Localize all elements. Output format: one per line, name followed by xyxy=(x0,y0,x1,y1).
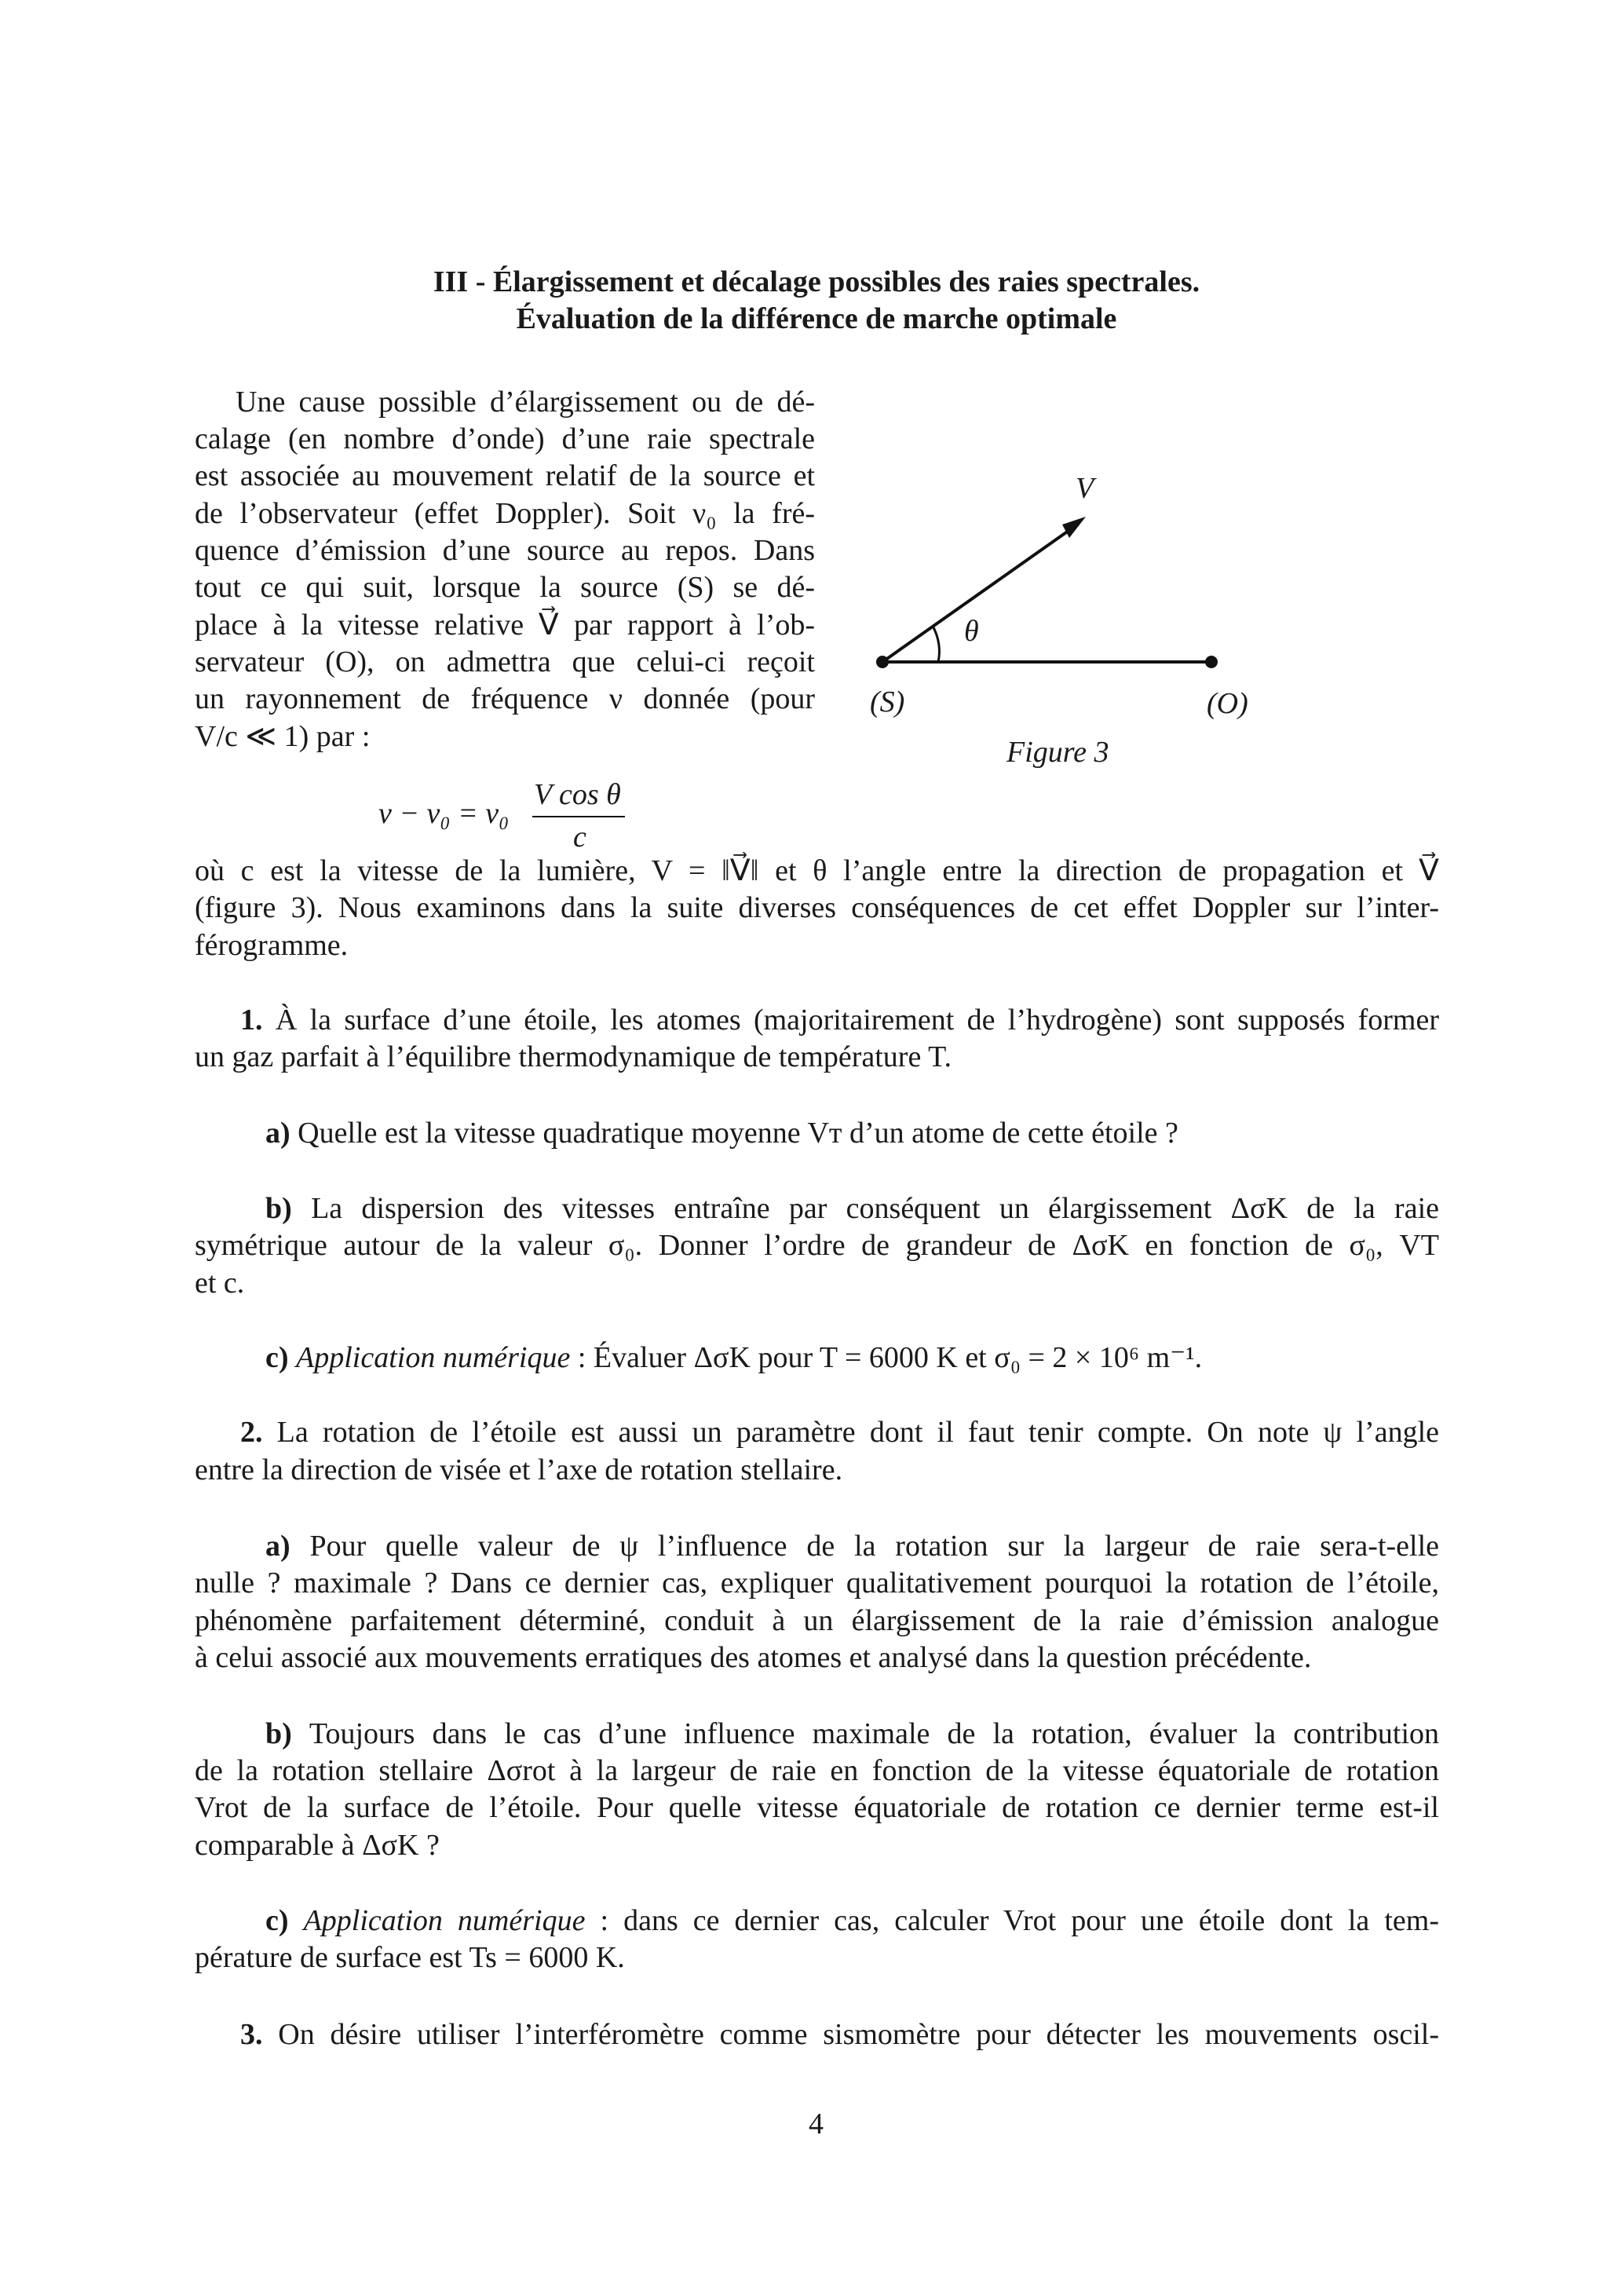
observer-label: (O) xyxy=(1207,687,1248,720)
text-line xyxy=(236,384,815,421)
equation-denominator: c xyxy=(573,821,586,854)
line-text: À la surface d’une étoile, les atomes (majoritairement de l’hydrogène) sont supposés former xyxy=(275,1004,1439,1036)
text-line xyxy=(195,569,815,606)
line-text: Toujours dans le cas d’une influence maximale de la rotation, évaluer la contribution xyxy=(309,1717,1440,1750)
question-label: c) xyxy=(265,1341,297,1374)
line-text: calage (en nombre d’onde) d’une raie spectrale xyxy=(195,422,815,455)
text-line xyxy=(265,1903,1439,1940)
text-line xyxy=(195,853,1439,890)
text-line xyxy=(195,458,815,495)
text-line xyxy=(195,1790,1439,1826)
question-label: 1. xyxy=(240,1004,276,1036)
text-line xyxy=(240,1002,1439,1039)
line-text: tout ce qui suit, lorsque la source (S) se dé- xyxy=(195,571,815,604)
fraction-bar xyxy=(532,816,625,817)
text-line xyxy=(195,1265,1439,1302)
text-line xyxy=(265,1190,1439,1227)
text-line xyxy=(195,890,1439,927)
text-line xyxy=(195,532,815,569)
line-text: : dans ce dernier cas, calculer Vrot pour une étoile dont la tem- xyxy=(585,1904,1439,1937)
question-label: a) xyxy=(265,1117,298,1150)
line-text: La rotation de l’étoile est aussi un paramètre dont il faut tenir compte. On note ψ l’angle xyxy=(276,1416,1440,1449)
question-label: b) xyxy=(265,1717,309,1750)
text-line xyxy=(195,1039,1439,1076)
text-line xyxy=(195,1827,1439,1864)
line-text: entre la direction de visée et l’axe de rotation stellaire. xyxy=(195,1453,843,1486)
line-text: pérature de surface est Ts = 6000 K. xyxy=(195,1941,625,1974)
line-text: Pour quelle valeur de ψ l’influence de la rotation sur la largeur de raie sera-t-elle xyxy=(309,1530,1439,1563)
line-text: férogramme. xyxy=(195,929,349,962)
figure-3 xyxy=(864,440,1460,785)
text-line xyxy=(195,927,1439,964)
angle-arc xyxy=(933,626,939,662)
line-text: et c. xyxy=(195,1267,245,1300)
line-text: où c est la vitesse de la lumière, V = ‖V⃗‖ et θ l’angle entre la direction de propagation et V⃗ xyxy=(195,854,1439,887)
text-line xyxy=(195,681,815,718)
line-text: servateur (O), on admettra que celui-ci reçoit xyxy=(195,645,815,678)
emphasis-text: Application numérique xyxy=(303,1904,586,1937)
text-line xyxy=(195,1452,1439,1489)
line-text: de l’observateur (effet Doppler). Soit ν₀ la fré- xyxy=(195,497,815,530)
line-text: (figure 3). Nous examinons dans la suite diverses conséquences de cet effet Doppler sur l’inter- xyxy=(195,891,1439,924)
text-line xyxy=(265,1716,1439,1753)
observer-dot xyxy=(1205,656,1218,668)
line-text: symétrique autour de la valeur σ₀. Donner l’ordre de grandeur de ΔσK en fonction de σ₀, VT xyxy=(195,1229,1439,1262)
text-line xyxy=(195,718,815,755)
line-text: La dispersion des vitesses entraîne par conséquent un élargissement ΔσK de la raie xyxy=(311,1192,1440,1225)
line-text: à celui associé aux mouvements erratiques des atomes et analysé dans la question précédente. xyxy=(195,1641,1312,1674)
line-text: Une cause possible d’élargissement ou de dé- xyxy=(236,386,815,419)
page-number: 4 xyxy=(809,2108,824,2141)
line-text: On désire utiliser l’interféromètre comme sismomètre pour détecter les mouvements oscil- xyxy=(278,2018,1440,2051)
text-line xyxy=(195,607,815,644)
line-text: comparable à ΔσK ? xyxy=(195,1829,440,1862)
line-text: un rayonnement de fréquence ν donnée (pour xyxy=(195,682,815,715)
line-text: : Évaluer ΔσK pour T = 6000 K et σ₀ = 2 × 10⁶ m⁻¹. xyxy=(570,1341,1203,1374)
line-text: un gaz parfait à l’équilibre thermodynamique de température T. xyxy=(195,1040,952,1073)
text-line xyxy=(265,1528,1439,1565)
emphasis-text: Application numérique xyxy=(296,1341,571,1374)
text-line xyxy=(195,644,815,681)
question-label: 2. xyxy=(240,1416,277,1449)
line-text: de la rotation stellaire Δσrot à la largeur de raie en fonction de la vitesse équatoriale de rotation xyxy=(195,1754,1439,1787)
line-text: quence d’émission d’une source au repos. Dans xyxy=(195,534,815,567)
question-label: 3. xyxy=(240,2018,279,2051)
source-label: (S) xyxy=(870,686,905,718)
line-text: place à la vitesse relative V⃗ par rapport à l’ob- xyxy=(195,609,815,642)
line-text: phénomène parfaitement déterminé, conduit à un élargissement de la raie d’émission analogue xyxy=(195,1604,1439,1637)
text-line xyxy=(195,1640,1439,1676)
equation-lhs: ν − ν₀ = ν₀ xyxy=(378,797,510,830)
text-line xyxy=(195,1603,1439,1640)
arrowhead-icon xyxy=(1062,517,1086,538)
text-line xyxy=(195,495,815,532)
text-line xyxy=(195,1565,1439,1602)
line-text: Vrot de la surface de l’étoile. Pour quelle vitesse équatoriale de rotation ce dernier terme est-il xyxy=(195,1791,1439,1824)
text-line xyxy=(195,421,815,458)
question-label: b) xyxy=(265,1192,312,1225)
figure-caption: Figure 3 xyxy=(1006,736,1109,769)
text-line xyxy=(265,1340,1439,1377)
question-label: c) xyxy=(265,1904,304,1937)
section-title-line-2: Évaluation de la différence de marche optimale xyxy=(516,302,1117,335)
text-line xyxy=(265,1115,1439,1152)
text-line xyxy=(240,1414,1439,1451)
question-label: a) xyxy=(265,1530,310,1563)
text-line xyxy=(195,1227,1439,1264)
angle-label: θ xyxy=(964,615,979,648)
equation-numerator: V cos θ xyxy=(534,778,621,811)
line-text: Quelle est la vitesse quadratique moyenne Vт d’un atome de cette étoile ? xyxy=(298,1117,1178,1150)
line-text: nulle ? maximale ? Dans ce dernier cas, expliquer qualitativement pourquoi la rotation de l’étoile, xyxy=(195,1567,1439,1600)
section-title-line-1: III - Élargissement et décalage possibles des raies spectrales. xyxy=(433,265,1200,298)
line-text: V/c ≪ 1) par : xyxy=(195,720,371,753)
vector-label: V⃗ xyxy=(1076,472,1117,505)
doppler-diagram xyxy=(864,440,1460,785)
text-line xyxy=(195,1940,1439,1976)
text-line xyxy=(195,1753,1439,1790)
text-line xyxy=(240,2016,1439,2053)
line-text: est associée au mouvement relatif de la source et xyxy=(195,459,815,492)
